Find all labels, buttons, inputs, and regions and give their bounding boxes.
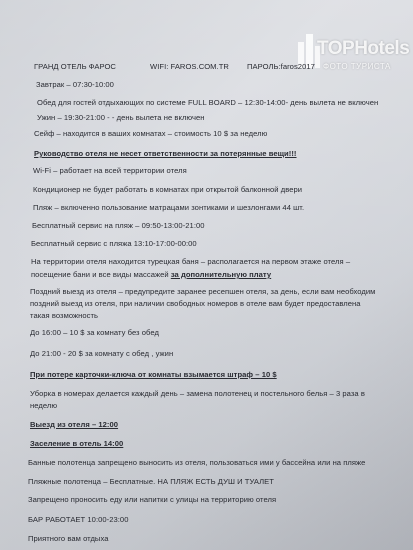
checkin-line: Заселение в отель 14:00 bbox=[30, 439, 124, 448]
late-16-line: До 16:00 – 10 $ за комнату без обед bbox=[30, 328, 159, 337]
towels-line: Банные полотенца запрещено выносить из отеля, пользоваться ими у бассейна или на пляже bbox=[28, 458, 366, 467]
key-card-line: При потере карточки-ключа от комнаты взымается штраф – 10 $ bbox=[30, 370, 277, 379]
breakfast-line: Завтрак – 07:30-10:00 bbox=[36, 80, 114, 89]
lunch-line: Обед для гостей отдыхающих по системе FULL BOARD – 12:30-14:00- день вылета не включен bbox=[37, 98, 379, 107]
wifi-name: WIFI: FAROS.COM.TR bbox=[150, 62, 229, 71]
food-ban-line: Запрещено проносить еду или напитки с улицы на территорию отеля bbox=[28, 495, 277, 504]
closing-line: Приятного вам отдыха bbox=[28, 534, 109, 543]
late-checkout-line: Поздний выезд из отеля – предупредите заранее ресепшен отеля, за день, если вам необходим bbox=[30, 287, 376, 296]
watermark-subtitle: ФОТО ТУРИСТА bbox=[323, 62, 391, 71]
late-checkout-line-2: поздний выезд из отеля, при наличии свободных номеров в отеле вам будет предоставлена bbox=[30, 299, 361, 308]
watermark-brand: TOPHotels bbox=[317, 38, 410, 59]
safe-line: Сейф – находится в ваших комнатах – стоимость 10 $ за неделю bbox=[34, 129, 268, 138]
hotel-name: ГРАНД ОТЕЛЬ ФАРОС bbox=[34, 62, 116, 71]
beach-line: Пляж – включенно пользование матрацами зонтиками и шезлонгами 44 шт. bbox=[33, 203, 305, 212]
hamam-line: На территории отеля находится турецкая баня – располагается на первом этаже отеля – bbox=[31, 257, 351, 266]
checkout-line: Выезд из отеля – 12:00 bbox=[30, 420, 119, 429]
cleaning-line-2: неделю bbox=[30, 401, 58, 410]
wifi-password: ПАРОЛЬ:faros2017 bbox=[247, 62, 315, 71]
dinner-line: Ужин – 19:30-21:00 - - день вылета не включен bbox=[37, 113, 205, 122]
liability-line: Руководство отеля не несет ответственности за потерянные вещи!!! bbox=[34, 149, 297, 158]
late-21-line: До 21:00 - 20 $ за комнату с обед , ужин bbox=[30, 349, 174, 358]
shuttle-to-beach-line: Бесплатный сервис на пляж – 09:50-13:00-21:00 bbox=[32, 221, 205, 230]
hamam-line-2 bbox=[31, 270, 271, 280]
wifi-line: Wi-Fi – работает на всей территории отеля bbox=[33, 166, 187, 175]
cleaning-line: Уборка в номерах делается каждый день – замена полотенец и постельного белья – 3 раза в bbox=[30, 389, 365, 398]
shuttle-from-beach-line: Бесплатный сервис с пляжа 13:10-17:00-00:00 bbox=[31, 239, 197, 248]
hamam-text: посещение бани и все виды массажей bbox=[31, 270, 171, 279]
bar-hours-line: БАР РАБОТАЕТ 10:00-23:00 bbox=[28, 515, 129, 524]
extra-fee-text: за дополнительную плату bbox=[170, 270, 272, 279]
beach-towels-line: Пляжные полотенца – Бесплатные. НА ПЛЯЖ ЕСТЬ ДУШ И ТУАЛЕТ bbox=[28, 477, 274, 486]
ac-line: Кондиционер не будет работать в комнатах при открытой балконной двери bbox=[33, 185, 303, 194]
tophotels-watermark bbox=[295, 30, 410, 82]
late-checkout-line-3: такая возможность bbox=[30, 311, 99, 320]
